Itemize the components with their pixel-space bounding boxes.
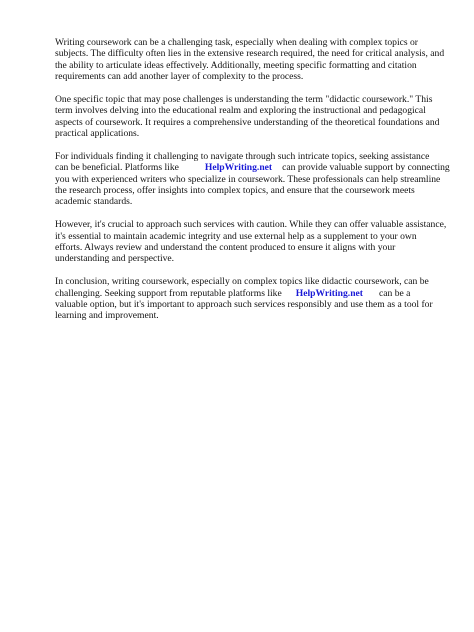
paragraph-conclusion — [55, 276, 435, 322]
paragraph-didactic-term — [55, 93, 440, 140]
text-line: the research process, offer insights into complex topics, and ensure that the coursework meets — [55, 185, 415, 197]
text-segment: challenging. Seeking support from reputable platforms like — [55, 287, 282, 299]
text-line: practical applications. — [55, 128, 140, 140]
text-line — [55, 288, 435, 299]
text-line: you with experienced writers who specialize in coursework. These professionals can help streamline — [55, 173, 441, 185]
text-line: Writing coursework can be a challenging task, especially when dealing with complex topics or — [55, 37, 418, 48]
paragraph-intro — [55, 37, 445, 83]
text-line: In conclusion, writing coursework, especially on complex topics like didactic coursework, can be — [55, 276, 429, 288]
text-line: For individuals finding it challenging to navigate through such intricate topics, seeking assistance — [55, 150, 430, 162]
text-line: understanding and perspective. — [55, 253, 175, 265]
paragraph-assistance — [55, 150, 450, 208]
text-line: academic standards. — [55, 196, 133, 208]
text-segment: can provide valuable support by connecting — [282, 162, 450, 174]
text-line: efforts. Always review and understand the content produced to ensure it aligns with your — [55, 242, 396, 254]
document-body — [55, 37, 450, 333]
text-segment: can be beneficial. Platforms like — [55, 162, 179, 174]
text-line — [55, 162, 450, 174]
text-line: However, it's crucial to approach such services with caution. While they can offer valuable assistance, — [55, 219, 447, 231]
text-line: learning and improvement. — [55, 310, 159, 322]
text-line: subjects. The difficulty often lies in the extensive research required, the need for critical analysis, and — [55, 48, 445, 60]
text-line: valuable option, but it's important to approach such services responsibly and use them as a tool for — [55, 298, 433, 310]
text-line: the ability to articulate ideas effectively. Additionally, meeting specific formatting and citation — [55, 59, 417, 71]
text-line: aspects of coursework. It requires a comprehensive understanding of the theoretical foundations and — [55, 116, 440, 128]
paragraph-caution — [55, 219, 447, 265]
text-line: term involves delving into the educational realm and exploring the instructional and pedagogical — [55, 105, 426, 117]
text-line: it's essential to maintain academic integrity and use external help as a supplement to your own — [55, 230, 417, 242]
helpwriting-link[interactable]: HelpWriting.net — [295, 287, 363, 299]
text-segment: can be a — [378, 287, 411, 299]
helpwriting-link[interactable]: HelpWriting.net — [204, 162, 273, 174]
text-line: requirements can add another layer of complexity to the process. — [55, 71, 304, 83]
text-line: One specific topic that may pose challenges is understanding the term "didactic coursework." This — [55, 93, 433, 105]
